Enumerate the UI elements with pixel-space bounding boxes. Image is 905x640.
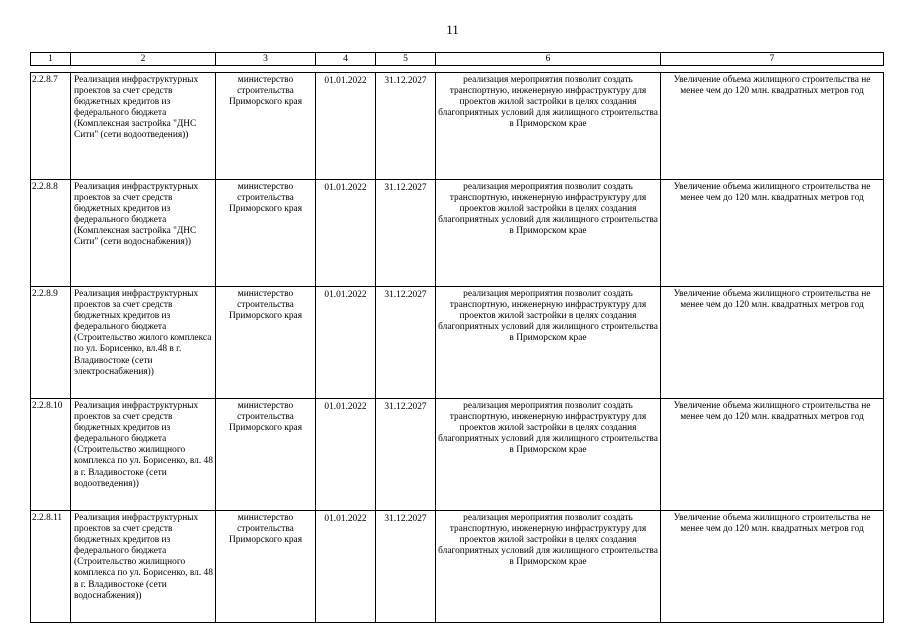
table-row [31,180,884,287]
indicator: Увеличение объема жилищного строительства не менее чем до 120 млн. квадратных метров год [661,287,884,399]
column-number-header [30,52,884,66]
column-header-7: 7 [661,53,884,66]
column-header-5: 5 [376,53,436,66]
column-header-3: 3 [216,53,316,66]
expected-result: реализация мероприятия позволит создать транспортную, инженерную инфраструктуру для проектов жилой застройки в целях создания благоприятных условий для жилищного строительства в Приморском крае [436,399,661,511]
indicator: Увеличение объема жилищного строительства не менее чем до 120 млн. квадратных метров год [661,511,884,623]
measure-number: 2.2.8.8 [31,180,71,287]
start-date: 01.01.2022 [316,180,376,287]
measure-name: Реализация инфраструктурных проектов за счет средств бюджетных кредитов из федерального бюджета (Комплексная застройка "ДНС Сити" (сети водоотведения)) [71,73,216,180]
responsible-executor: министерство строительства Приморского края [216,511,316,623]
expected-result: реализация мероприятия позволит создать транспортную, инженерную инфраструктуру для проектов жилой застройки в целях создания благоприятных условий для жилищного строительства в Приморском крае [436,511,661,623]
start-date: 01.01.2022 [316,399,376,511]
column-header-1: 1 [31,53,71,66]
responsible-executor: министерство строительства Приморского края [216,399,316,511]
measure-name: Реализация инфраструктурных проектов за счет средств бюджетных кредитов из федерального бюджета (Строительство жилищного комплекса по ул. Борисенко, вл. 48 в г. Владивостоке (сети водоснабжения)) [71,511,216,623]
measures-table [30,72,884,623]
measure-number: 2.2.8.9 [31,287,71,399]
expected-result: реализация мероприятия позволит создать транспортную, инженерную инфраструктуру для проектов жилой застройки в целях создания благоприятных условий для жилищного строительства в Приморском крае [436,73,661,180]
table-row [31,287,884,399]
start-date: 01.01.2022 [316,287,376,399]
start-date: 01.01.2022 [316,511,376,623]
column-header-2: 2 [71,53,216,66]
measure-number: 2.2.8.7 [31,73,71,180]
measure-name: Реализация инфраструктурных проектов за счет средств бюджетных кредитов из федерального бюджета (Строительство жилищного комплекса по ул. Борисенко, вл. 48 в г. Владивостоке (сети водоотведения)) [71,399,216,511]
indicator: Увеличение объема жилищного строительства не менее чем до 120 млн. квадратных метров год [661,180,884,287]
end-date: 31.12.2027 [376,287,436,399]
responsible-executor: министерство строительства Приморского края [216,73,316,180]
measure-number: 2.2.8.10 [31,399,71,511]
responsible-executor: министерство строительства Приморского края [216,180,316,287]
end-date: 31.12.2027 [376,180,436,287]
expected-result: реализация мероприятия позволит создать транспортную, инженерную инфраструктуру для проектов жилой застройки в целях создания благоприятных условий для жилищного строительства в Приморском крае [436,180,661,287]
expected-result: реализация мероприятия позволит создать транспортную, инженерную инфраструктуру для проектов жилой застройки в целях создания благоприятных условий для жилищного строительства в Приморском крае [436,287,661,399]
column-header-4: 4 [316,53,376,66]
table-row [31,399,884,511]
end-date: 31.12.2027 [376,73,436,180]
table-row [31,511,884,623]
end-date: 31.12.2027 [376,399,436,511]
measure-name: Реализация инфраструктурных проектов за счет средств бюджетных кредитов из федерального бюджета (Комплексная застройка "ДНС Сити" (сети водоснабжения)) [71,180,216,287]
column-header-6: 6 [436,53,661,66]
end-date: 31.12.2027 [376,511,436,623]
measure-number: 2.2.8.11 [31,511,71,623]
page-number: 11 [446,22,459,37]
responsible-executor: министерство строительства Приморского края [216,287,316,399]
indicator: Увеличение объема жилищного строительства не менее чем до 120 млн. квадратных метров год [661,73,884,180]
table-row [31,73,884,180]
indicator: Увеличение объема жилищного строительства не менее чем до 120 млн. квадратных метров год [661,399,884,511]
measure-name: Реализация инфраструктурных проектов за счет средств бюджетных кредитов из федерального бюджета (Строительство жилого комплекса по ул. Борисенко, вл.48 в г. Владивостоке (сети электроснабжения)) [71,287,216,399]
start-date: 01.01.2022 [316,73,376,180]
